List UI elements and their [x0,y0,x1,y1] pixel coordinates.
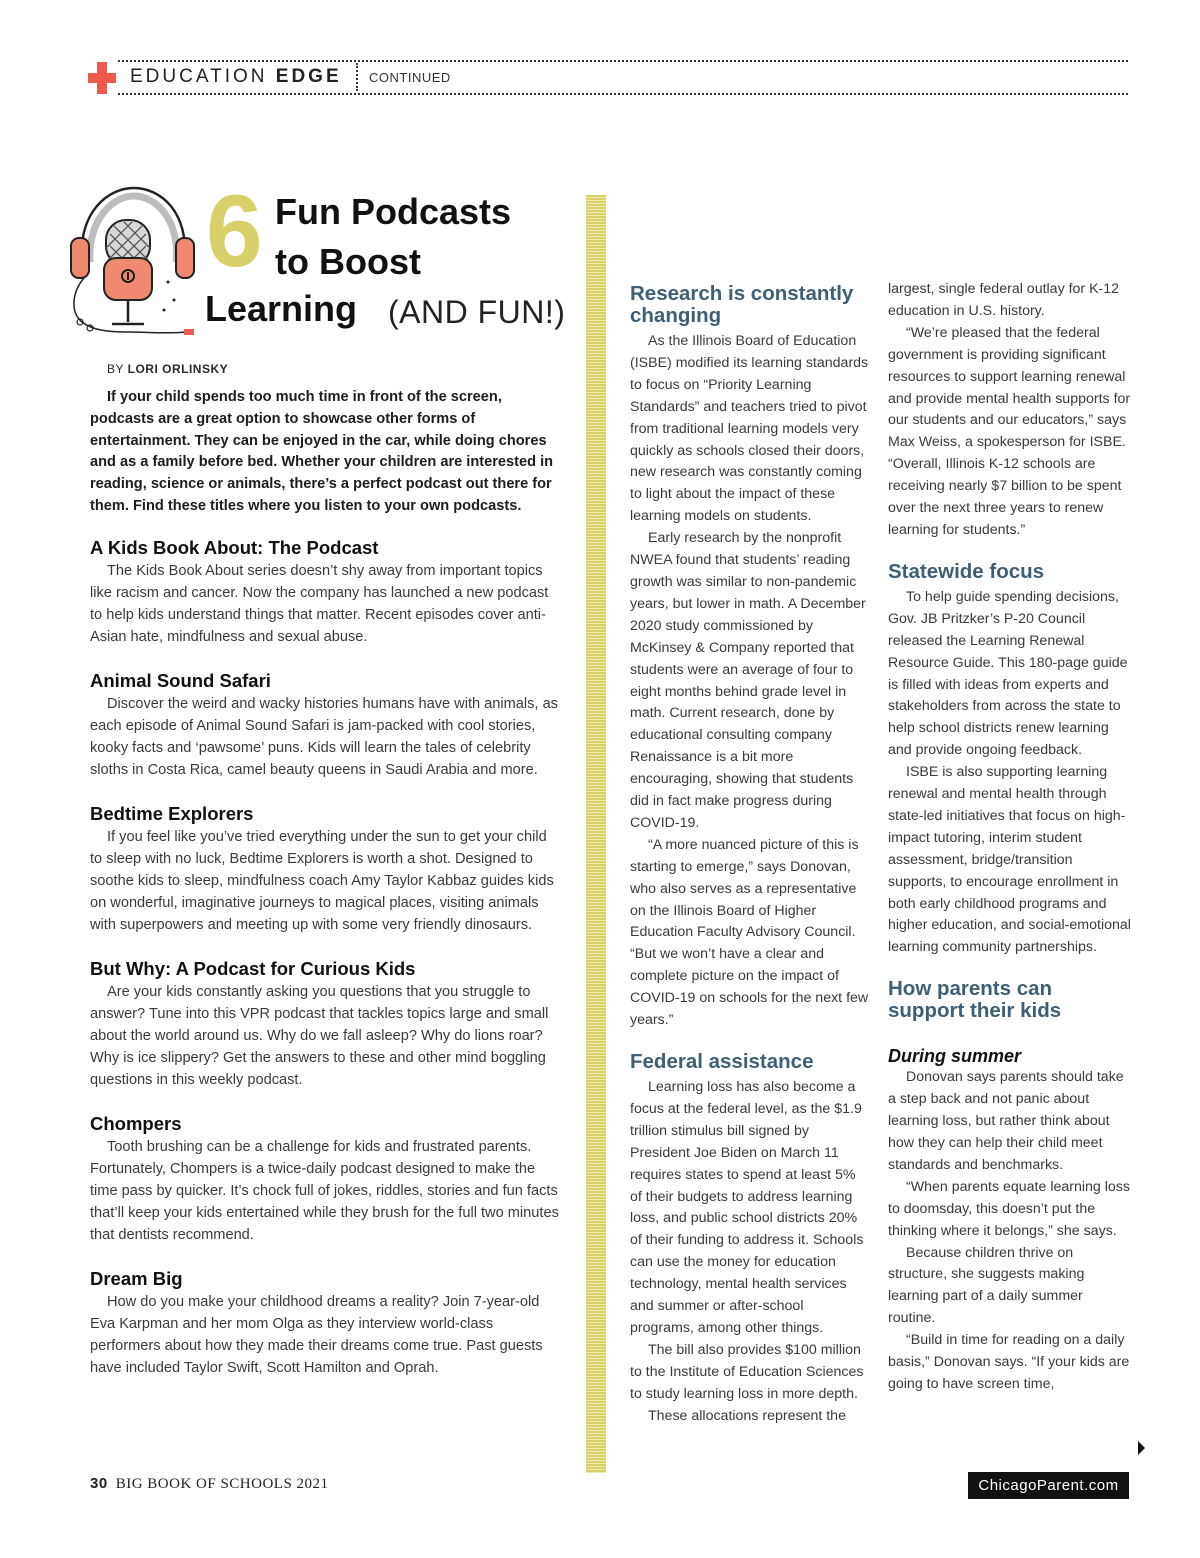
section-label [130,66,342,88]
title-line-1: Fun Podcasts [275,191,512,232]
parents-heading: How parents can support their kids [888,977,1062,1023]
statewide-paragraph-1: To help guide spending decisions, Gov. JB Pritzker’s P-20 Council released the Learning Renewal Resource Guide. This 180-page guide is filled with ideas from experts and stakeholders from across the state to help school districts renew learning and provide ongoing feedback. [888,588,1128,759]
column-divider [586,195,606,1473]
summer-paragraph-4: “Build in time for reading on a daily basis,” Donovan says. “If your kids are going to have screen time, [888,1332,1130,1392]
section-label-bold: EDGE [275,66,342,87]
podcast-description: Tooth brushing can be a challenge for kids and frustrated parents. Fortunately, Chompers is a twice-daily podcast designed to make the time pass by quicker. It’s chock full of jokes, riddles, stories and fun facts that’ll keep your kids entertained while they brush for the full two minutes that dentists recommend. [90,1138,559,1243]
section-gap [888,542,1133,561]
continue-arrow-icon [1138,1441,1145,1455]
section-label-light: EDUCATION [130,66,268,87]
byline-prefix: BY [107,362,124,376]
summer-subheading: During summer [888,1046,1022,1067]
statewide-heading: Statewide focus [888,559,1045,583]
federal-paragraph-3: These allocations represent the [648,1407,846,1424]
section-gap [888,1026,1133,1045]
byline [107,360,562,378]
title-line-2: to Boost [275,241,421,282]
title-number: 6 [206,174,263,288]
page-number: 30 [90,1475,108,1492]
website-badge: ChicagoParent.com [968,1472,1129,1499]
plus-cross-icon [88,62,116,94]
podcast-title: Bedtime Explorers [90,802,254,824]
research-heading: Research is constantly changing [630,282,854,327]
statewide-paragraph-2: ISBE is also supporting learning renewal and mental health through state-led initiatives that focus on high-impact tutoring, interim student assessment, bridge/transition supports, to encourage enrollment in both early childhood programs and higher education, and social-emotional learning community partnerships. [888,764,1131,956]
federal-paragraph-1: Learning loss has also become a focus at the federal level, as the $1.9 trillion stimulus bill signed by President Joe Biden on March 11 requires states to spend at least 5% of their budgets to address learning loss, and public school districts 20% of their funding to address it. Schools can use the money for education technology, mental health services and summer or after-school programs, among other things. [630,1079,864,1336]
podcast-entry [90,669,562,781]
page-footer [90,1475,329,1493]
microphone-headphones-illustration [68,182,198,342]
podcast-entry [90,957,562,1091]
header-rule-bottom [118,93,1128,95]
title-aside: (AND FUN!) [388,294,566,330]
continued-label: CONTINUED [369,70,451,85]
section-gap [888,959,1133,978]
podcast-entry [90,1112,562,1246]
intro-paragraph: If your child spends too much time in front of the screen, podcasts are a great option to showcase other forms of entertainment. They can be enjoyed in the car, while doing chores and as a family before bed. Whether your children are interested in reading, science or animals, there’s a perfect podcast out there for them. Find these titles where you listen to your own podcasts. [90,389,554,514]
podcast-column [90,360,562,1400]
podcast-description: If you feel like you’ve tried everything under the sun to get your child to sleep with no luck, Bedtime Explorers is worth a shot. Designed to soothe kids to sleep, mindfulness coach Amy Taylor Kabbaz guides kids on wonderful, imaginative journeys to magical places, visiting animals with superpowers and meeting up with some very friendly dinosaurs. [90,828,554,933]
podcast-description: Discover the weird and wacky histories humans have with animals, as each episode of Animal Sound Safari is jam-packed with cool stories, kooky facts and ‘pawsome’ puns. Kids will learn the tales of celebrity sloths in Costa Rica, camel beauty queens in Saudi Arabia and more. [90,695,558,778]
publication-name: BIG BOOK OF SCHOOLS 2021 [115,1476,329,1492]
summer-paragraph-2: “When parents equate learning loss to doomsday, this doesn’t put the thinking where it belongs,” she says. [888,1178,1130,1239]
research-paragraph-2: Early research by the nonprofit NWEA found that students’ reading growth was similar to non-pandemic years, but lower in math. A December 2020 study commissioned by McKinsey & Company reported that students were an average of four to eight months behind grade level in math. Current research, done by educational consulting company Renaissance is a bit more encouraging, showing that students did in fact make progress during COVID-19. [630,530,866,831]
podcast-entry [90,536,562,648]
header-rule-top [118,60,1128,62]
podcast-title: Chompers [90,1112,182,1134]
podcast-title: But Why: A Podcast for Curious Kids [90,957,416,979]
podcast-title: Animal Sound Safari [90,669,271,691]
article-column-middle [630,283,870,1428]
article-column-right [888,279,1133,1396]
continued-paragraph: largest, single federal outlay for K-12 education in U.S. history. [888,281,1120,319]
podcast-title: Dream Big [90,1267,183,1289]
research-paragraph-3: “A more nuanced picture of this is starting to emerge,” says Donovan, who also serves as a representative on the Illinois Board of Higher Education Faculty Advisory Council. “But we won’t have a clear and complete picture on the impact of COVID-19 on schools for the next few years.” [630,836,869,1029]
podcast-description: How do you make your childhood dreams a reality? Join 7-year-old Eva Karpman and her mom Olga as they interview world-class performers about how they made their dreams come true. Past guests have included Taylor Swift, Scott Hamilton and Oprah. [90,1293,543,1376]
quote-paragraph: “We’re pleased that the federal government is providing significant resources to support learning renewal and provide mental health supports for our students and our educators,” says Max Weiss, a spokesperson for ISBE. “Overall, Illinois K-12 schools are receiving nearly $7 billion to be spent over the next three years to renew learning for students.” [888,324,1131,538]
federal-paragraph-2: The bill also provides $100 million to the Institute of Education Sciences to study learning loss in more depth. [630,1341,864,1402]
podcast-entry [90,802,562,936]
federal-heading: Federal assistance [630,1050,814,1073]
podcast-title: A Kids Book About: The Podcast [90,536,379,558]
podcast-entry [90,1267,562,1379]
section-gap [630,1032,870,1051]
research-paragraph-1: As the Illinois Board of Education (ISBE) modified its learning standards to focus on “Priority Learning Standards” and teachers tried to pivot from traditional learning models very quickly as schools closed their doors, new research was constantly coming to light about the impact of these learning models on students. [630,333,869,525]
podcast-description: The Kids Book About series doesn’t shy away from important topics like racism and cancer. Now the company has launched a new podcast to help kids understand things that matter. Recent episodes cover anti-Asian hate, mindfulness and sexual abuse. [90,562,549,645]
byline-author: LORI ORLINSKY [127,362,229,376]
summer-paragraph-3: Because children thrive on structure, she suggests making learning part of a daily summer routine. [888,1244,1085,1327]
title-line-3: Learning [205,288,358,329]
summer-paragraph-1: Donovan says parents should take a step back and not panic about learning loss, but rather think about how they can help their child meet standards and benchmarks. [888,1069,1124,1173]
header-separator [356,63,358,91]
podcast-description: Are your kids constantly asking you questions that you struggle to answer? Tune into this VPR podcast that tackles topics large and small about the world around us. Why do we fall asleep? Why do lions roar? Why is ice slippery? Get the answers to these and other mind boggling questions in this weekly podcast. [90,983,549,1088]
